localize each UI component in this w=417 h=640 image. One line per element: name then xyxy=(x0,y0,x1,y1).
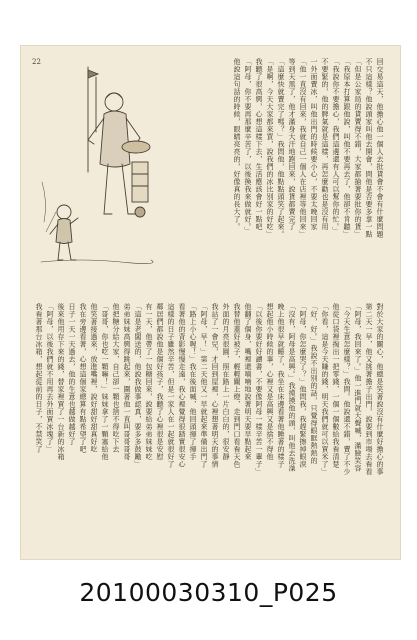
lower-text-columns xyxy=(34,303,384,523)
lower-text-column: 「阿母，早！」第二天他又一早就起來準備出門了 xyxy=(200,303,208,468)
lower-text-column: 「這是老闆送的，他說我做事認真，要多多鼓勵」 xyxy=(134,303,142,468)
lower-text-column: 看著他的背影慢慢走遠，我心裡覺得很踏實很安心 xyxy=(178,303,186,468)
lower-text-column: 「阿母，以後我們就不用再去外面買冰塊了」 xyxy=(46,303,54,453)
upper-text-column: 「我原本打算跟他說，叫他不要再去了，他卻不肯聽」 xyxy=(343,58,351,238)
upper-text-column: 等到天黑了，他才滿身大汗地跑回來，說貨都賣完了 xyxy=(288,58,296,231)
lower-text-column: 後來他用存下來的錢，替家裡買了一台新的冰箱 xyxy=(57,303,65,461)
upper-text-column: 「這麼快就賣完了嗎？」我問他，他點點頭笑了起來。 xyxy=(277,58,285,238)
lower-text-column: 他從口袋裡掏出一把零錢，一個一個數給我看清楚 xyxy=(332,303,340,468)
upper-text-column: 回交易這天，他擔心他一個人去批貨會不會有什麼問題 xyxy=(376,58,384,238)
lower-text-column: 「阿母，你怎麼哭了？」他問我，我趕緊擦掉眼淚 xyxy=(299,303,307,468)
lower-text-column: 日子一天一天過去，他的生意也越做越好了 xyxy=(68,303,76,446)
lower-text-column: 「好，好。」我說不出別的話，只覺得眼眶熱熱的 xyxy=(310,303,318,465)
upper-text-column: 他說這句話的時候，眼睛亮亮的，好像真的長大了。 xyxy=(233,58,241,231)
lower-text-column: 我在旁邊看著，心想這個家總算有點希望了吧 xyxy=(79,303,87,453)
upper-text-column: 「他一直沒有回來，我就自己一個人在店裡等他回來」 xyxy=(299,58,307,238)
upper-text-column: 「阿母，你不要再那麼辛苦了，以後換我來做就好。」 xyxy=(244,58,252,235)
lower-text-column: 第二天一早，他又挑著擔子出門，說要到市場去看看 xyxy=(365,303,373,476)
lower-text-column: 「你看，這是今天賺的錢，明天我們就可以買米了」 xyxy=(321,303,329,476)
lower-text-column: 「路上小心喔！」我在後面喊，他回頭揮了揮手 xyxy=(189,303,197,461)
page-number: 22 xyxy=(32,58,41,66)
upper-text-column: 「但是公家局的貨賣得不錯，大家都搶著要批你的貨」 xyxy=(354,58,362,238)
lower-text-column: 我看著那台冰箱，想起從前的日子，不禁笑了 xyxy=(35,303,43,453)
lower-text-column: 想起他小時候的事，心裡又是高興又是捨不得他 xyxy=(266,303,274,461)
street-vendor-illustration xyxy=(36,62,156,272)
lower-text-column: 對於大家的關心，他總是笑著說沒有什麼好擔心的事 xyxy=(376,303,384,476)
lower-text-column: 「阿母，我回來了。」他一進門就大聲喊，滿臉笑容 xyxy=(354,303,362,472)
upper-text-column: 不只這樣？他說頭家叫他去開會，問他是否要多拿一點 xyxy=(365,58,373,238)
upper-text-column: 我聽了很高興，心想這樣下去，生活應該會好一點吧 xyxy=(255,58,263,231)
upper-text-columns xyxy=(162,58,384,283)
lower-text-column: 他笑著接過來，放進嘴裡，說好甜好甜真好吃 xyxy=(90,303,98,453)
lower-text-column: 我站了一會兒，才回到屋裡，心裡想著明天的事情 xyxy=(211,303,219,468)
lower-text-column: 「以後你要好好讀書，不要像阿母一樣辛苦一輩子」 xyxy=(255,303,263,476)
lower-text-column: 「沒有，阿母是高興。」我摸摸他的頭，叫他去洗澡 xyxy=(288,303,296,472)
lower-text-column: 「哥哥，你也吃一顆嘛！」妹妹拿了一顆塞給他 xyxy=(101,303,109,461)
lower-text-column: 這樣的日子雖然辛苦，但是一家人在一起就很好了 xyxy=(167,303,175,468)
lower-text-column: 我替他蓋好被子，輕輕關上燈，走到門口看看天色 xyxy=(233,303,241,468)
lower-text-column: 弟弟妹妹高興得跳起來，圍著他一直叫哥哥哥哥 xyxy=(123,303,131,461)
lower-text-column: 外面的月亮很圓，照在路上一片白白的，很安靜 xyxy=(222,303,230,461)
upper-text-column: 一外面賣冰，叫他出門的時候要小心，不要太晚回家 xyxy=(310,58,318,231)
lower-text-column: 鄰居們都說他是個好孩子，我聽了心裡很是安慰 xyxy=(156,303,164,461)
lower-text-column: 他把糖分給大家，自己卻一顆也捨不得吃下去 xyxy=(112,303,120,453)
lower-text-column: 有一天，他帶了一包糖回來，說要給弟弟妹妹吃 xyxy=(145,303,153,461)
upper-text-column: 「是啊，今天大家都來買，說我們的冰比別家的好吃」 xyxy=(266,58,274,238)
upper-text-column: 「我說你不要擔心，我們這邊還有人可以幫你的忙。」 xyxy=(332,58,340,235)
lower-text-column: 晚上他很早就睡了，我坐在床邊看著他睡著的樣子 xyxy=(277,303,285,468)
lower-text-column: 「今天生意怎麼樣？」我問。他說還不錯，賣了不少 xyxy=(343,303,351,476)
lower-text-column: 他翻了個身，嘴裡還喃喃地說著明天要早點起來 xyxy=(244,303,252,461)
upper-text-column: 不要緊的，他的脾氣就是這樣，再怎麼勸也是沒有用 xyxy=(321,58,329,231)
image-caption: 20100030310_P025 xyxy=(79,578,338,607)
